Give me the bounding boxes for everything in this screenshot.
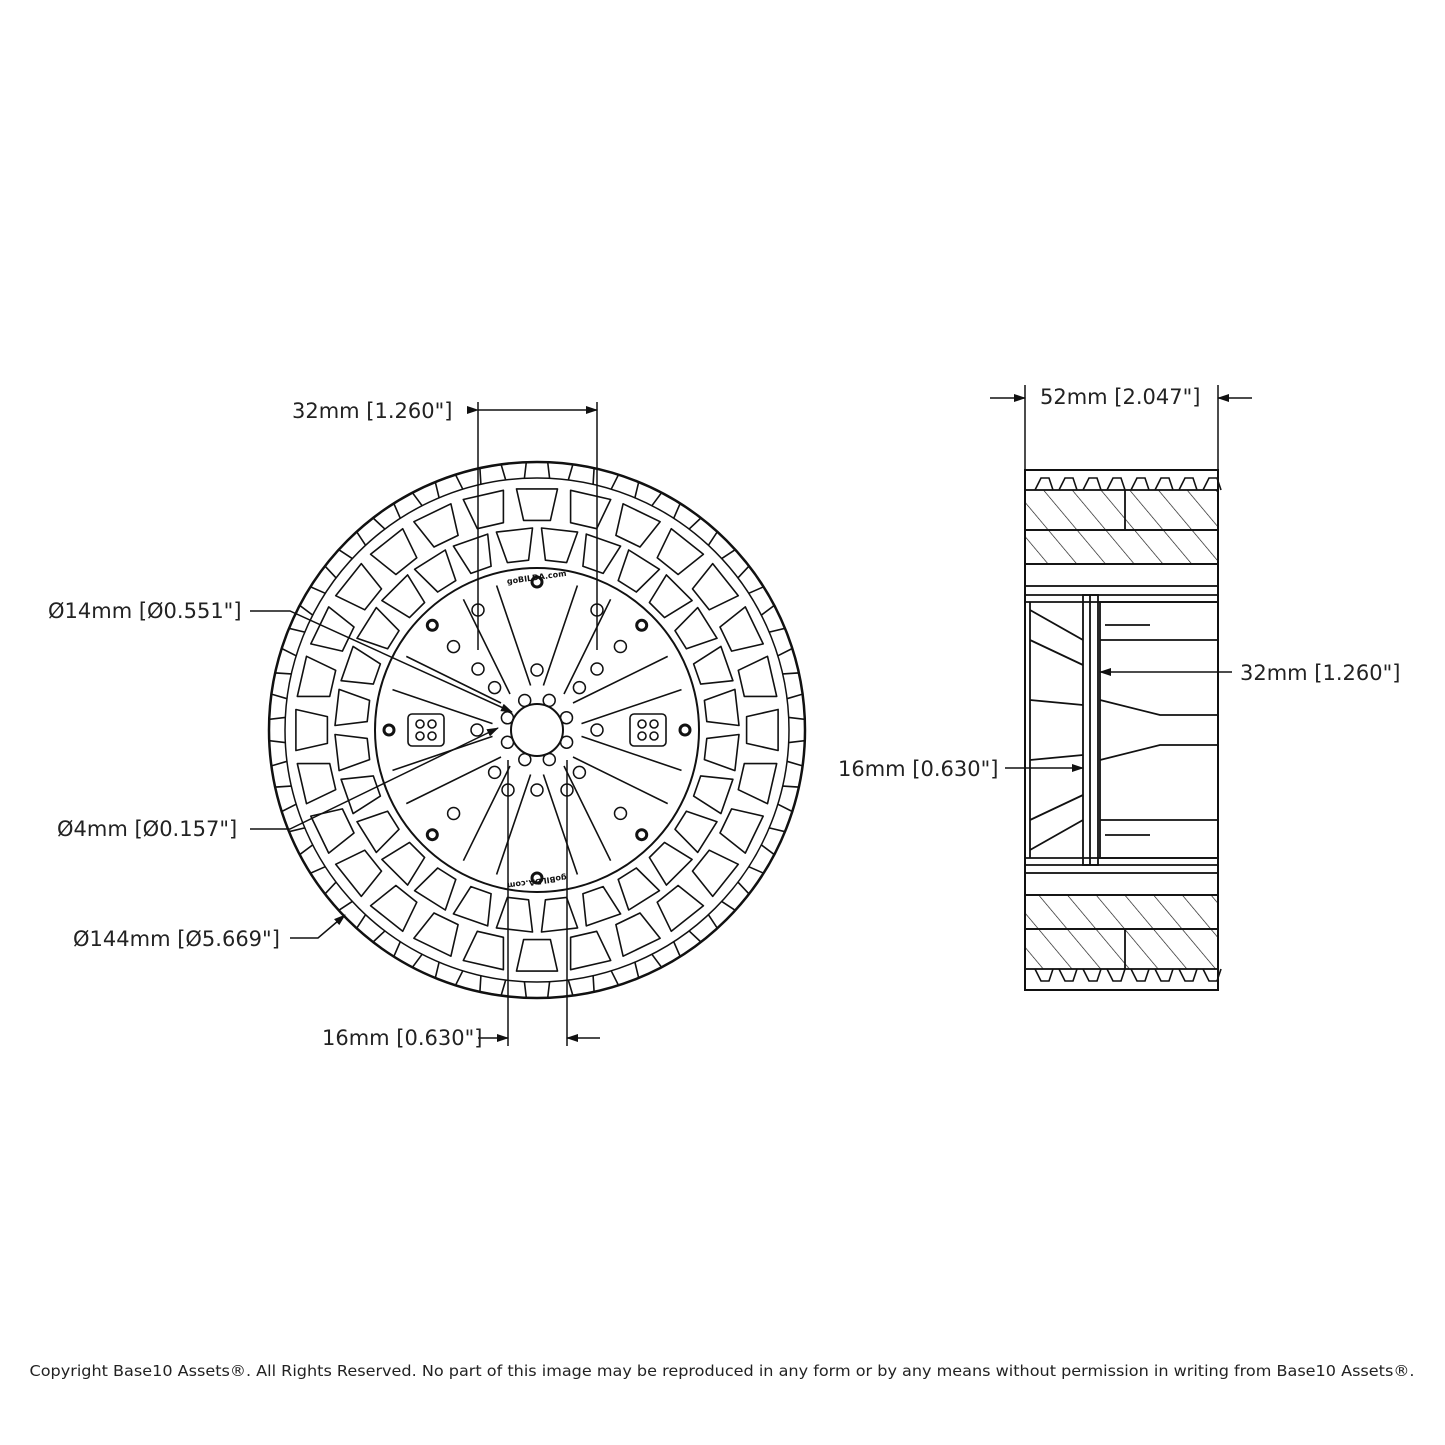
tire-cell [453,887,491,926]
pattern-hole [471,724,483,736]
tire-cell [694,776,733,814]
tire-cell [414,913,458,956]
front-view-wheel [269,462,805,998]
tire-cells-inner [335,528,739,932]
tire-cell [496,528,532,563]
side-tread-notch [1179,969,1197,981]
pattern-hole [573,766,585,778]
tread-lug [524,982,549,998]
hub-mount-hole [384,725,394,735]
side-tread-notch [1035,478,1053,490]
hatch-bottom-outer [1025,929,1218,969]
hatch-top-inner [1025,530,1218,564]
hub-spoke-edge [393,656,502,723]
hatch-bottom-inner [1025,895,1218,929]
side-tread-notch [1131,478,1149,490]
hatch-top-outer [1025,490,1218,530]
center-bore [511,704,563,756]
side-tread-bottom [1035,969,1221,981]
tire-cell [616,504,660,547]
hub-band-top [1025,564,1218,586]
tire-cell [747,710,779,751]
tire-cell [738,656,776,696]
dim-side-spacing-16: 16mm [0.630"] [838,757,999,781]
tire-cell [415,868,456,910]
hub-spoke-edge [573,736,682,803]
dim-width: 52mm [2.047"] [1040,385,1201,409]
tire-outer-edge [269,462,805,998]
copyright-notice: Copyright Base10 Assets®. All Rights Reserved. No part of this image may be reproduced in any form or by any means without permission in writing from Base10 Assets®. [29,1362,1415,1380]
tire-cell [571,490,611,528]
tread-lugs [269,462,805,998]
tread-lug [269,717,285,742]
side-view-section [1025,470,1221,990]
tire-cell [675,811,717,852]
hub-band-bottom [1025,873,1218,895]
hub-mount-hole [427,620,437,630]
side-tread-notch [1131,969,1149,981]
tire-cell [296,710,328,751]
hub-pattern-holes [448,604,627,820]
logo-text-bottom: goBILDA.com [506,872,568,891]
dim-outer-diameter: Ø144mm [Ø5.669"] [73,927,280,951]
pattern-hole [573,682,585,694]
tire-cell [335,689,370,725]
hub-rim [375,568,699,892]
tire-cell [542,528,578,563]
pattern-hole [531,784,543,796]
tire-cell [415,550,456,592]
gobilda-logo-left [408,714,444,746]
tread-lug [524,462,549,478]
side-tread-notch [1179,478,1197,490]
dim-top-spacing: 32mm [1.260"] [292,399,453,423]
side-tread-notch [1107,969,1125,981]
tire-cell [297,764,335,804]
side-tread-notch [1059,969,1077,981]
tire-inner-edge [285,478,789,982]
pattern-hole [472,663,484,675]
hub-spoke-edge [543,586,610,695]
tire-cell [357,811,399,852]
dim-hole-diameter: Ø4mm [Ø0.157"] [57,817,238,841]
side-tread-notch [1155,478,1173,490]
tire-cell [382,842,425,885]
hub-mount-hole [637,620,647,630]
tire-cell [649,842,692,885]
tire-cell [694,646,733,684]
tire-cell [675,608,717,649]
hub-spoke-edge [543,766,610,875]
hub-spoke-edge [463,766,530,875]
hub-mount-hole [637,830,647,840]
tire-cell [618,868,659,910]
logo-text-top: goBILDA.com [506,568,567,587]
side-tread-notch [1035,969,1053,981]
pattern-hole [614,641,626,653]
hub-spoke-edge [573,656,682,723]
pattern-hole [615,807,627,819]
hub-spoke-edge [393,736,502,803]
tire-cell [517,940,558,972]
tire-cells-outer [296,489,778,971]
tire-cell [616,913,660,956]
tire-cell [311,607,354,651]
side-tread-notch [1107,478,1125,490]
tire-cell [517,489,558,521]
tire-cell [738,764,776,804]
tire-cell [335,735,370,771]
dim-side-spacing-32: 32mm [1.260"] [1240,661,1401,685]
side-tread-notch [1155,969,1173,981]
pattern-hole [591,663,603,675]
tire-cell [583,887,621,926]
tire-cell [297,656,335,696]
tire-cell [453,534,491,573]
tire-cell [542,897,578,932]
hub-mount-hole [427,830,437,840]
side-tread-notch [1083,478,1101,490]
tire-cell [463,490,503,528]
pattern-hole [531,664,543,676]
tire-cell [341,646,380,684]
side-tread-notch [1083,969,1101,981]
tire-cell [463,931,503,969]
tire-cell [382,575,425,618]
tire-cell [704,735,739,771]
pattern-hole [448,641,460,653]
pattern-hole [591,724,603,736]
pattern-hole [489,766,501,778]
hub-mount-hole [680,725,690,735]
tire-cell [496,897,532,932]
tire-cell [720,809,763,853]
front-dimension-lines [250,402,600,1046]
tire-cell [571,931,611,969]
tread-lug [789,717,805,742]
hub-outer-holes [384,577,690,883]
tire-cell [357,608,399,649]
hub-spoke-edge [463,586,530,695]
tire-cell [704,689,739,725]
tire-cell [720,607,763,651]
tire-cell [414,504,458,547]
pattern-hole [489,682,501,694]
side-tread-top [1035,478,1221,490]
dim-bore-diameter: Ø14mm [Ø0.551"] [48,599,242,623]
tire-cell [618,550,659,592]
gobilda-logo-right [630,714,666,746]
tire-cell [649,575,692,618]
dim-bottom-spacing: 16mm [0.630"] [322,1026,483,1050]
pattern-hole [448,808,460,820]
side-tread-notch [1059,478,1077,490]
tire-cell [583,534,621,573]
